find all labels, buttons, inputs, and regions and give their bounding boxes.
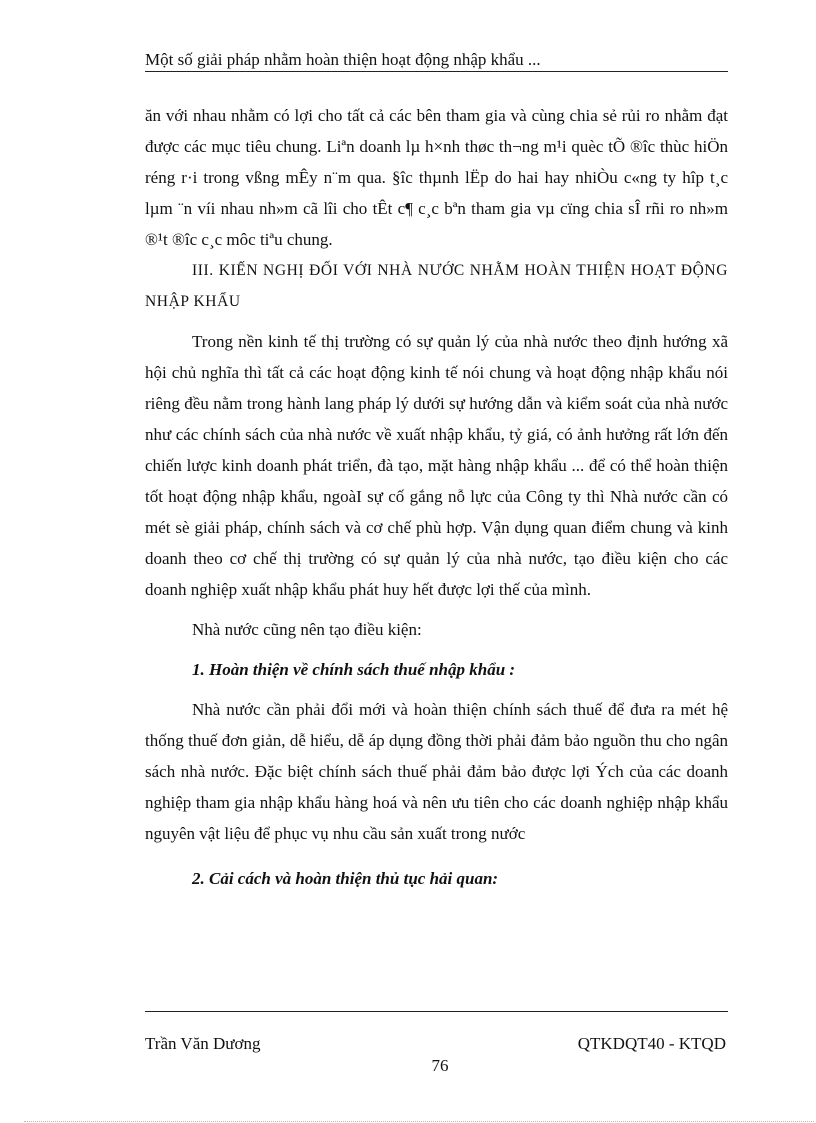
page-bottom-edge: [24, 1121, 814, 1122]
header-divider: [145, 71, 728, 72]
spacer: [145, 645, 728, 654]
spacer: [145, 605, 728, 614]
page-number: 76: [431, 1056, 449, 1075]
tax-paragraph: Nhà nước cần phải đổi mới và hoàn thiện chính sách thuế để đưa ra mét hệ thống thuế đơn giản, dễ hiểu, dễ áp dụng đồng thời phải đảm bảo nguồn thu cho ngân sách nhà nước. Đặc biệt chính sách thuế phải đảm bảo được lợi Ých của các doanh nghiệp tham gia nhập khẩu hàng hoá và nên ưu tiên cho các doanh nghiệp nhập khẩu nguyên vật liệu để phục vụ nhu cầu sản xuất trong nước: [145, 700, 728, 843]
footer-class-code: QTKDQT40 - KTQD: [577, 1034, 726, 1053]
footer-author: Trần Văn Dương: [145, 1034, 261, 1053]
main-paragraph: Trong nền kinh tế thị trường có sự quản lý của nhà nước theo định hướng xã hội chủ nghĩa thì tất cả các hoạt động kinh tế nói chung và hoạt động nhập khẩu nói riêng đều nằm trong hành lang pháp lý dưới sự hướng dẫn và kiểm soát của nhà nước như các chính sách của nhà nước về xuất nhập khẩu, tỷ giá, có ảnh hưởng rất lớn đến chiến lược kinh doanh phát triển, đà tạo, mặt hàng nhập khẩu ... để có thể hoàn thiện tốt hoạt động nhập khẩu, ngoàI sự cố gắng nỗ lực của Công ty thì Nhà nước cần có mét sè giải pháp, chính sách và cơ chế phù hợp. Vận dụng quan điểm chung và kinh doanh theo cơ chế thị trường có sự quản lý của nhà nước, tạo điều kiện cho các doanh nghiệp xuất nhập khẩu phát huy hết được lợi thế của mình.: [145, 332, 728, 599]
spacer: [145, 849, 728, 863]
footer-divider: [145, 1011, 728, 1012]
intro-paragraph: ăn với nhau nhằm có lợi cho tất cả các bên tham gia và cùng chia sẻ rủi ro nhằm đạt được các mục tiêu chung. Liªn doanh lµ h×nh thøc th¬ng m¹i quèc tÕ ®îc thùc hiÖn réng r·i trong vßng mÊy n¨m qua. §îc thµnh lËp do hai hay nhiÒu c«ng ty hîp t¸c lµm ¨n víi nhau nh»m cã lîi cho tÊt c¶ c¸c bªn tham gia vµ cïng chia sÎ rñi ro nh»m ®¹t ®îc c¸c môc tiªu chung.: [145, 106, 728, 249]
spacer: [145, 685, 728, 694]
running-header: Một số giải pháp nhằm hoàn thiện hoạt động nhập khẩu ...: [145, 50, 541, 69]
subheading-tax-policy: 1. Hoàn thiện về chính sách thuế nhập khẩu :: [192, 660, 516, 679]
page-body: [145, 100, 728, 894]
subheading-customs: 2. Cải cách và hoàn thiện thủ tục hải quan:: [192, 869, 499, 888]
section-heading: III. KIẾN NGHỊ ĐỐI VỚI NHÀ NƯỚC NHẰM HOÀN THIỆN HOẠT ĐỘNG NHẬP KHẨU: [145, 262, 728, 310]
short-paragraph: Nhà nước cũng nên tạo điều kiện:: [192, 620, 422, 639]
spacer: [145, 317, 728, 326]
